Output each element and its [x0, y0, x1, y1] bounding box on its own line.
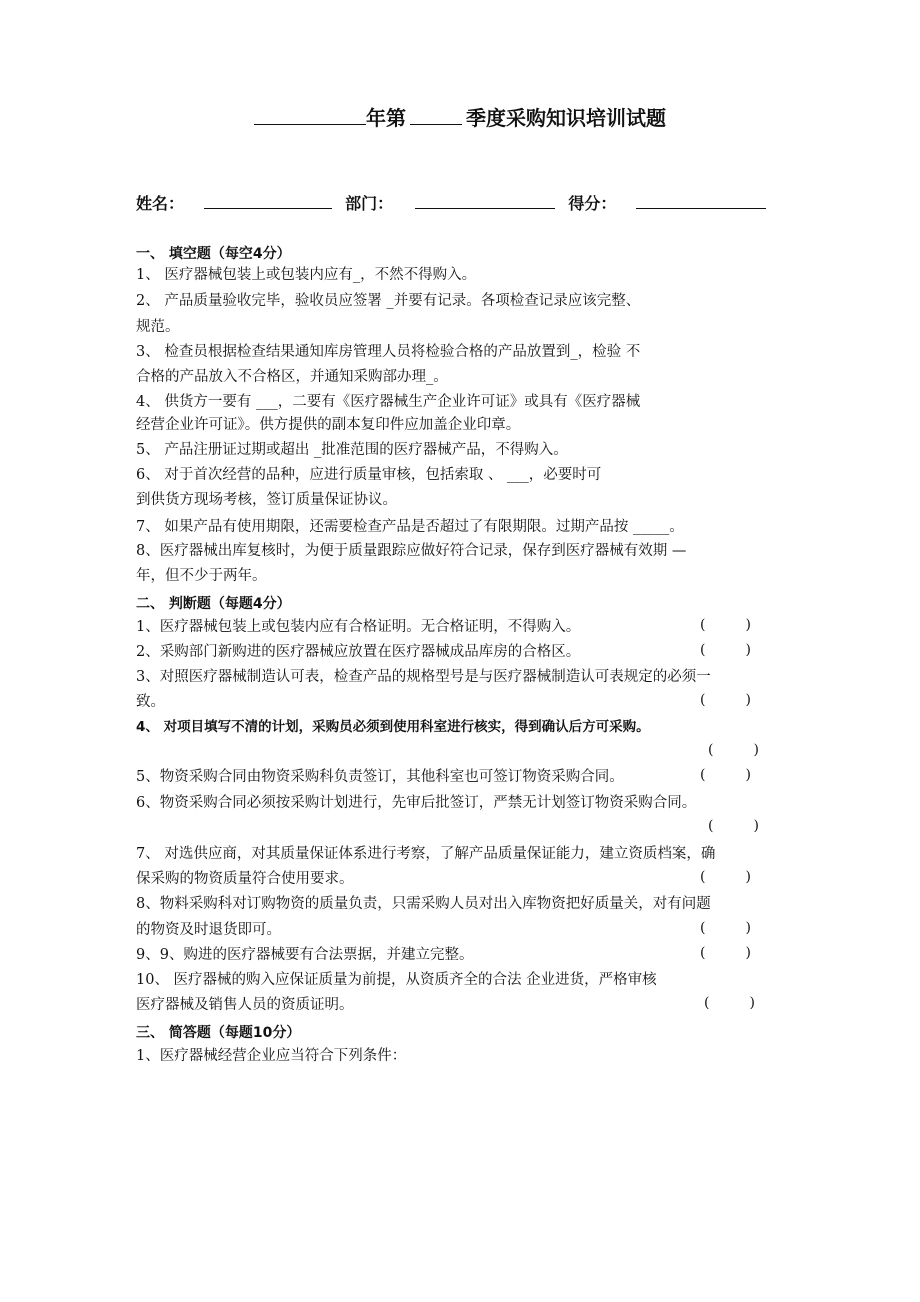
judge-line: 医疗器械及销售人员的资质证明。 — [136, 997, 354, 1013]
fill-line: 4、 供货方一要有 ___，二要有《医疗器械生产企业许可证》或具有《医疗器械 — [136, 394, 641, 410]
quarter-blank — [410, 106, 462, 125]
judge-line: 的物资及时退货即可。 — [136, 922, 281, 938]
answer-paren[interactable]: ( ) — [700, 869, 751, 885]
judge-line: 3、对照医疗器械制造认可表，检查产品的规格型号是与医疗器械制造认可表规定的必须一 — [136, 669, 711, 685]
judge-line: 保采购的物资质量符合使用要求。 — [136, 871, 354, 887]
judge-line: 5、物资采购合同由物资采购科负责签订，其他科室也可签订物资采购合同。 — [136, 769, 624, 785]
answer-paren[interactable]: ( ) — [700, 945, 751, 961]
year-blank — [254, 106, 366, 125]
answer-paren[interactable]: ( ) — [700, 692, 751, 708]
answer-paren[interactable]: ( ) — [708, 742, 759, 758]
judge-line: 6、物资采购合同必须按采购计划进行，先审后批签订，严禁无计划签订物资采购合同。 — [136, 795, 697, 811]
judge-line: 10、 医疗器械的购入应保证质量为前提，从资质齐全的合法 企业进货，严格审核 — [136, 972, 657, 988]
page-title: 年第 季度采购知识培训试题 — [0, 102, 920, 131]
fill-line: 经营企业许可证》。供方提供的副本复印件应加盖企业印章。 — [136, 417, 521, 433]
score-label: 得分： — [568, 194, 617, 213]
judge-line: 2、采购部门新购进的医疗器械应放置在医疗器械成品库房的合格区。 — [136, 644, 581, 660]
answer-paren[interactable]: ( ) — [700, 642, 751, 658]
fill-line: 规范。 — [136, 319, 180, 335]
dept-label: 部门： — [345, 194, 394, 213]
fill-line: 合格的产品放入不合格区，并通知采购部办理_。 — [136, 369, 448, 385]
answer-paren[interactable]: ( ) — [700, 767, 751, 783]
judge-line: 8、物料采购科对订购物资的质量负责，只需采购人员对出入库物资把好质量关，对有问题 — [136, 896, 711, 912]
fill-line: 年，但不少于两年。 — [136, 568, 267, 584]
fill-line: 到供货方现场考核，签订质量保证协议。 — [136, 492, 397, 508]
fill-line: 1、 医疗器械包装上或包装内应有_，不然不得购入。 — [136, 267, 477, 283]
answer-paren[interactable]: ( ) — [700, 617, 751, 633]
name-label: 姓名： — [136, 194, 185, 213]
fill-line: 5、 产品注册证过期或超出 _批准范围的医疗器械产品，不得购入。 — [136, 442, 568, 458]
section-fill-heading: 一、 填空题（每空4分） — [136, 246, 291, 262]
fill-line: 3、 检查员根据检查结果通知库房管理人员将检验合格的产品放置到_，检验 不 — [136, 344, 641, 360]
name-field[interactable] — [204, 190, 332, 209]
answer-paren[interactable]: ( ) — [700, 920, 751, 936]
fill-line: 7、 如果产品有使用期限，还需要检查产品是否超过了有限期限。过期产品按 _____。 — [136, 519, 684, 535]
judge-line: 4、 对项目填写不清的计划，采购员必须到使用科室进行核实，得到确认后方可采购。 — [136, 719, 650, 735]
answer-paren[interactable]: ( ) — [708, 818, 759, 834]
judge-line: 致。 — [136, 694, 165, 710]
fill-line: 8、医疗器械出库复核时，为便于质量跟踪应做好符合记录，保存到医疗器械有效期 — — [136, 543, 687, 559]
judge-line: 7、 对选供应商，对其质量保证体系进行考察，了解产品质量保证能力，建立资质档案，确 — [136, 846, 716, 862]
score-field[interactable] — [636, 190, 766, 209]
section-short-heading: 三、 简答题（每题10分） — [136, 1025, 301, 1041]
judge-line: 1、医疗器械包装上或包装内应有合格证明。无合格证明，不得购入。 — [136, 619, 581, 635]
judge-line: 9、9、购进的医疗器械要有合法票据，并建立完整。 — [136, 947, 474, 963]
section-judge-heading: 二、 判断题（每题4分） — [136, 596, 291, 612]
short-line: 1、医疗器械经营企业应当符合下列条件： — [136, 1048, 407, 1064]
fill-line: 6、 对于首次经营的品种，应进行质量审核，包括索取 、 ___，必要时可 — [136, 467, 602, 483]
answer-paren[interactable]: ( ) — [704, 995, 755, 1011]
info-row — [136, 190, 766, 214]
fill-line: 2、 产品质量验收完毕，验收员应签署 _并要有记录。各项检查记录应该完整、 — [136, 293, 641, 309]
dept-field[interactable] — [415, 190, 555, 209]
